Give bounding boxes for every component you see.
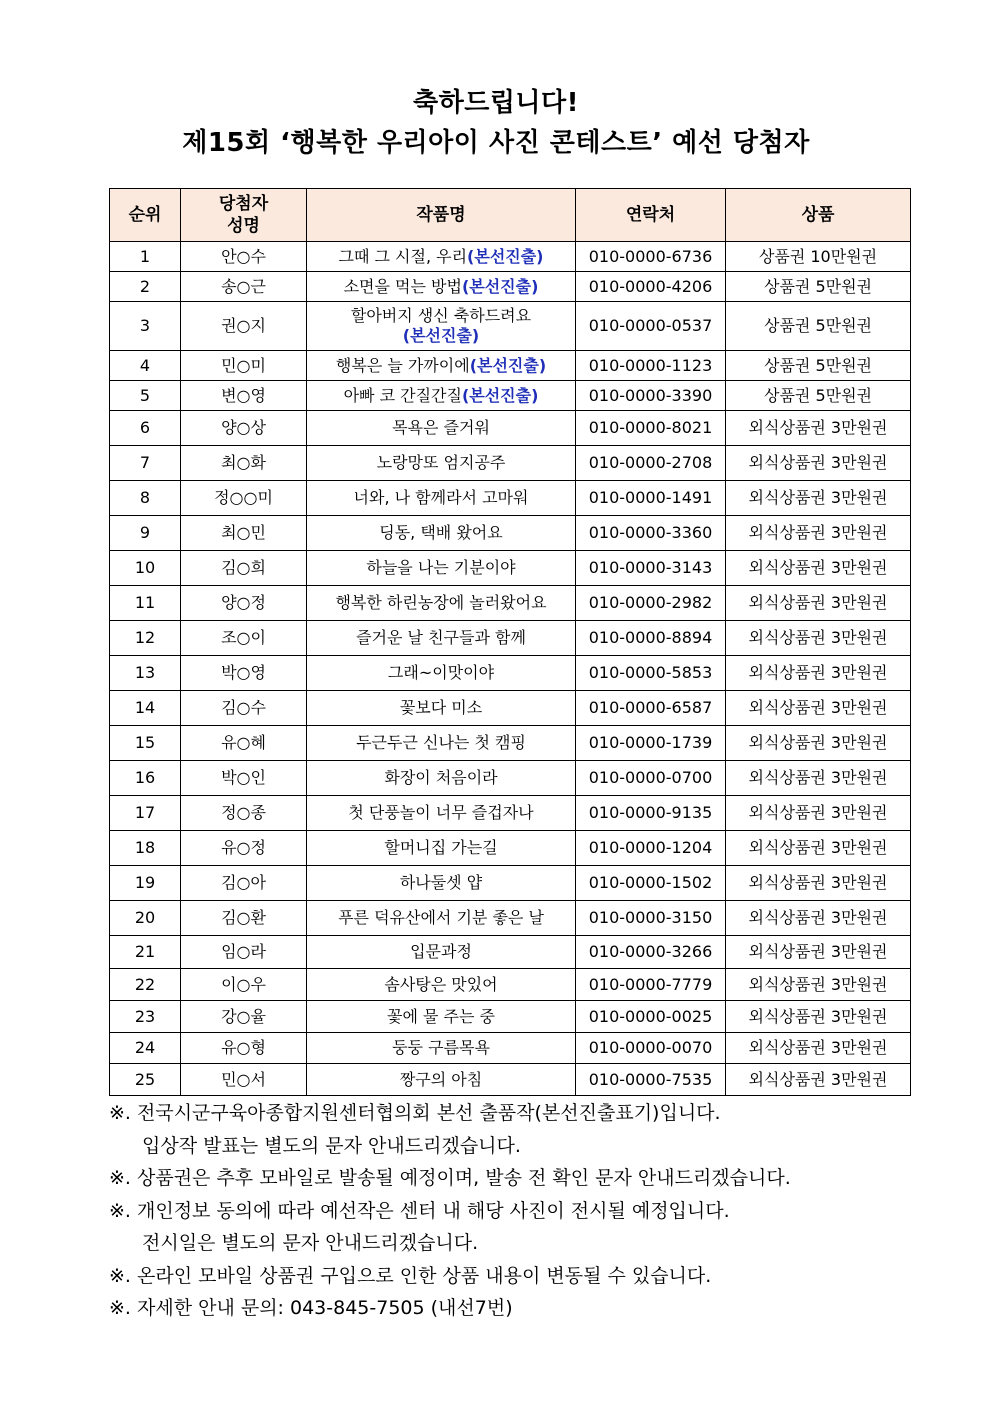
note-line: ※. 전국시군구육아종합지원센터협의회 본선 출품작(본선진출표기)입니다. [109, 1102, 721, 1124]
cell-work-title [307, 411, 576, 446]
cell-prize: 외식상품권 3만원권 [726, 411, 911, 446]
work-title-text: 목욕은 즐거워 [392, 418, 490, 437]
table-row [110, 866, 911, 901]
note-line: ※. 자세한 안내 문의: 043-845-7505 (내선7번) [109, 1297, 513, 1319]
work-title-text: 행복한 하린농장에 놀러왔어요 [335, 593, 547, 612]
cell-winner-name: 권○지 [181, 302, 307, 351]
work-title-text: 둥둥 구름목욕 [392, 1038, 490, 1057]
table-row [110, 969, 911, 1001]
cell-winner-name: 박○인 [181, 761, 307, 796]
work-title-text: 두근두근 신나는 첫 캠핑 [356, 733, 526, 752]
note-line: ※. 상품권은 추후 모바일로 발송될 예정이며, 발송 전 확인 문자 안내드리겠습니다. [109, 1167, 791, 1189]
cell-contact: 010-0000-5853 [576, 656, 726, 691]
header-winner-name-line1: 당첨자 [218, 194, 269, 214]
cell-rank: 4 [110, 351, 181, 381]
note-line: ※. 개인정보 동의에 따라 예선작은 센터 내 해당 사진이 전시될 예정입니다. [109, 1199, 730, 1222]
cell-rank: 22 [110, 969, 181, 1001]
cell-winner-name: 임○라 [181, 936, 307, 969]
cell-prize: 외식상품권 3만원권 [726, 1001, 911, 1033]
work-title-text: 꽃보다 미소 [399, 698, 483, 717]
cell-contact: 010-0000-7535 [576, 1064, 726, 1096]
cell-work-title [307, 481, 576, 516]
table-header-row [110, 189, 911, 242]
cell-winner-name: 조○이 [181, 621, 307, 656]
finalist-tag: (본선진출) [467, 246, 544, 266]
cell-rank: 3 [110, 302, 181, 351]
work-title-text: 하늘을 나는 기분이야 [366, 558, 516, 577]
cell-work-title [307, 1033, 576, 1064]
cell-contact: 010-0000-8021 [576, 411, 726, 446]
cell-contact: 010-0000-1502 [576, 866, 726, 901]
work-title-text: 즐거운 날 친구들과 함께 [356, 628, 526, 647]
cell-rank: 15 [110, 726, 181, 761]
cell-contact: 010-0000-0700 [576, 761, 726, 796]
table-row [110, 726, 911, 761]
table-row [110, 516, 911, 551]
cell-rank: 17 [110, 796, 181, 831]
cell-contact: 010-0000-0025 [576, 1001, 726, 1033]
cell-rank: 20 [110, 901, 181, 936]
cell-winner-name: 강○율 [181, 1001, 307, 1033]
note-line: ※. 온라인 모바일 상품권 구입으로 인한 상품 내용이 변동될 수 있습니다. [109, 1264, 712, 1287]
cell-contact: 010-0000-0537 [576, 302, 726, 351]
cell-contact: 010-0000-1123 [576, 351, 726, 381]
cell-winner-name: 정○○미 [181, 481, 307, 516]
table-row [110, 761, 911, 796]
cell-winner-name: 유○혜 [181, 726, 307, 761]
header-winner-name-line2: 성명 [227, 216, 260, 236]
work-title-text: 짱구의 아침 [399, 1069, 483, 1089]
cell-winner-name: 김○수 [181, 691, 307, 726]
work-title-text: 화장이 처음이라 [384, 768, 498, 787]
cell-work-title [307, 761, 576, 796]
header-work-title: 작품명 [307, 189, 576, 242]
cell-rank: 8 [110, 481, 181, 516]
cell-work-title [307, 516, 576, 551]
cell-rank: 21 [110, 936, 181, 969]
cell-contact: 010-0000-0070 [576, 1033, 726, 1064]
cell-contact: 010-0000-9135 [576, 796, 726, 831]
cell-prize: 외식상품권 3만원권 [726, 481, 911, 516]
cell-prize: 외식상품권 3만원권 [726, 761, 911, 796]
cell-work-title [307, 726, 576, 761]
cell-rank: 13 [110, 656, 181, 691]
cell-work-title [307, 1064, 576, 1096]
cell-contact: 010-0000-6587 [576, 691, 726, 726]
cell-prize: 외식상품권 3만원권 [726, 831, 911, 866]
cell-work-title [307, 272, 576, 302]
cell-prize: 외식상품권 3만원권 [726, 691, 911, 726]
winners-table [109, 188, 911, 1096]
header-contact: 연락처 [576, 189, 726, 242]
cell-contact: 010-0000-2982 [576, 586, 726, 621]
cell-rank: 1 [110, 242, 181, 272]
cell-contact: 010-0000-3150 [576, 901, 726, 936]
cell-contact: 010-0000-4206 [576, 272, 726, 302]
cell-contact: 010-0000-6736 [576, 242, 726, 272]
cell-contact: 010-0000-8894 [576, 621, 726, 656]
cell-work-title [307, 302, 576, 351]
cell-work-title [307, 691, 576, 726]
table-row [110, 242, 911, 272]
cell-work-title [307, 351, 576, 381]
cell-rank: 9 [110, 516, 181, 551]
table-row [110, 936, 911, 969]
table-row [110, 621, 911, 656]
note-line: 전시일은 별도의 문자 안내드리겠습니다. [142, 1232, 479, 1254]
cell-rank: 24 [110, 1033, 181, 1064]
table-row [110, 381, 911, 411]
cell-rank: 10 [110, 551, 181, 586]
cell-work-title [307, 446, 576, 481]
work-title-text: 딩동, 택배 왔어요 [379, 523, 503, 542]
cell-winner-name: 정○종 [181, 796, 307, 831]
cell-rank: 23 [110, 1001, 181, 1033]
cell-work-title [307, 242, 576, 272]
work-title-text: 소면을 먹는 방법 [343, 276, 462, 296]
cell-work-title [307, 796, 576, 831]
cell-prize: 외식상품권 3만원권 [726, 446, 911, 481]
cell-prize: 외식상품권 3만원권 [726, 621, 911, 656]
table-row [110, 272, 911, 302]
work-title-text: 너와, 나 함께라서 고마워 [353, 488, 529, 507]
cell-winner-name: 양○정 [181, 586, 307, 621]
cell-winner-name: 변○영 [181, 381, 307, 411]
table-row [110, 586, 911, 621]
work-title-text: 노랑망또 엄지공주 [376, 453, 506, 472]
cell-rank: 12 [110, 621, 181, 656]
cell-work-title [307, 901, 576, 936]
table-row [110, 411, 911, 446]
work-title-text: 꽃에 물 주는 중 [387, 1006, 495, 1026]
cell-winner-name: 김○환 [181, 901, 307, 936]
table-row [110, 481, 911, 516]
cell-rank: 25 [110, 1064, 181, 1096]
table-row [110, 831, 911, 866]
cell-rank: 6 [110, 411, 181, 446]
cell-prize: 상품권 10만원권 [726, 242, 911, 272]
cell-rank: 11 [110, 586, 181, 621]
cell-prize: 상품권 5만원권 [726, 272, 911, 302]
work-title-text: 하나둘셋 얍 [399, 873, 483, 892]
cell-work-title [307, 1001, 576, 1033]
cell-winner-name: 양○상 [181, 411, 307, 446]
finalist-tag: (본선진출) [461, 276, 539, 296]
table-row [110, 691, 911, 726]
work-title-text: 푸른 덕유산에서 기분 좋은 날 [338, 908, 544, 927]
finalist-tag: (본선진출) [469, 355, 547, 375]
cell-winner-name: 송○근 [181, 272, 307, 302]
cell-winner-name: 민○미 [181, 351, 307, 381]
cell-contact: 010-0000-1491 [576, 481, 726, 516]
work-title-text: 첫 단풍놀이 너무 즐겁자나 [348, 803, 534, 822]
cell-work-title [307, 656, 576, 691]
work-title-text: 솜사탕은 맛있어 [384, 974, 498, 994]
cell-contact: 010-0000-2708 [576, 446, 726, 481]
cell-prize: 외식상품권 3만원권 [726, 936, 911, 969]
cell-winner-name: 최○화 [181, 446, 307, 481]
cell-work-title [307, 621, 576, 656]
cell-work-title [307, 936, 576, 969]
page-subtitle: 제15회 ‘행복한 우리아이 사진 콘테스트’ 예선 당첨자 [182, 128, 810, 158]
cell-winner-name: 유○정 [181, 831, 307, 866]
cell-prize: 외식상품권 3만원권 [726, 866, 911, 901]
finalist-tag: (본선진출) [402, 326, 480, 345]
cell-winner-name: 김○아 [181, 866, 307, 901]
cell-winner-name: 유○형 [181, 1033, 307, 1064]
table-row [110, 1064, 911, 1096]
cell-prize: 상품권 5만원권 [726, 381, 911, 411]
cell-rank: 16 [110, 761, 181, 796]
cell-rank: 7 [110, 446, 181, 481]
cell-winner-name: 최○민 [181, 516, 307, 551]
cell-winner-name: 박○영 [181, 656, 307, 691]
work-title-text: 그때 그 시절, 우리 [338, 246, 468, 266]
cell-prize: 외식상품권 3만원권 [726, 726, 911, 761]
cell-prize: 외식상품권 3만원권 [726, 969, 911, 1001]
cell-work-title [307, 586, 576, 621]
table-row [110, 1033, 911, 1064]
notes-section [109, 1097, 791, 1325]
header-prize: 상품 [726, 189, 911, 242]
cell-rank: 18 [110, 831, 181, 866]
work-title-text: 그래~이맛이야 [387, 663, 495, 682]
cell-work-title [307, 831, 576, 866]
table-row [110, 901, 911, 936]
cell-prize: 외식상품권 3만원권 [726, 656, 911, 691]
cell-prize: 상품권 5만원권 [726, 351, 911, 381]
cell-rank: 5 [110, 381, 181, 411]
cell-rank: 14 [110, 691, 181, 726]
header-winner-name [181, 189, 307, 242]
work-title-text: 행복은 늘 가까이에 [335, 355, 470, 375]
cell-contact: 010-0000-3143 [576, 551, 726, 586]
cell-contact: 010-0000-3390 [576, 381, 726, 411]
table-row [110, 351, 911, 381]
cell-prize: 외식상품권 3만원권 [726, 1064, 911, 1096]
note-line: 입상작 발표는 별도의 문자 안내드리겠습니다. [142, 1134, 521, 1157]
header-rank: 순위 [110, 189, 181, 242]
cell-contact: 010-0000-3266 [576, 936, 726, 969]
cell-contact: 010-0000-1204 [576, 831, 726, 866]
table-row [110, 1001, 911, 1033]
table-row [110, 551, 911, 586]
cell-rank: 19 [110, 866, 181, 901]
work-title-text: 할아버지 생신 축하드려요 [350, 306, 532, 325]
cell-work-title [307, 866, 576, 901]
work-title-text: 아빠 코 간질간질 [343, 385, 462, 405]
cell-winner-name: 김○희 [181, 551, 307, 586]
page-title: 축하드립니다! [412, 88, 580, 118]
table-row [110, 446, 911, 481]
finalist-tag: (본선진출) [461, 385, 539, 405]
cell-rank: 2 [110, 272, 181, 302]
work-title-text: 할머니집 가는길 [384, 838, 498, 857]
cell-work-title [307, 969, 576, 1001]
table-row [110, 302, 911, 351]
cell-prize: 외식상품권 3만원권 [726, 1033, 911, 1064]
cell-prize: 외식상품권 3만원권 [726, 551, 911, 586]
cell-work-title [307, 551, 576, 586]
cell-winner-name: 민○서 [181, 1064, 307, 1096]
cell-prize: 외식상품권 3만원권 [726, 901, 911, 936]
cell-contact: 010-0000-3360 [576, 516, 726, 551]
cell-prize: 외식상품권 3만원권 [726, 796, 911, 831]
cell-winner-name: 이○우 [181, 969, 307, 1001]
cell-prize: 외식상품권 3만원권 [726, 586, 911, 621]
work-title-text: 입문과정 [410, 942, 472, 961]
table-row [110, 796, 911, 831]
cell-prize: 외식상품권 3만원권 [726, 516, 911, 551]
cell-contact: 010-0000-1739 [576, 726, 726, 761]
cell-prize: 상품권 5만원권 [726, 302, 911, 351]
table-row [110, 656, 911, 691]
cell-work-title [307, 381, 576, 411]
cell-winner-name: 안○수 [181, 242, 307, 272]
cell-contact: 010-0000-7779 [576, 969, 726, 1001]
